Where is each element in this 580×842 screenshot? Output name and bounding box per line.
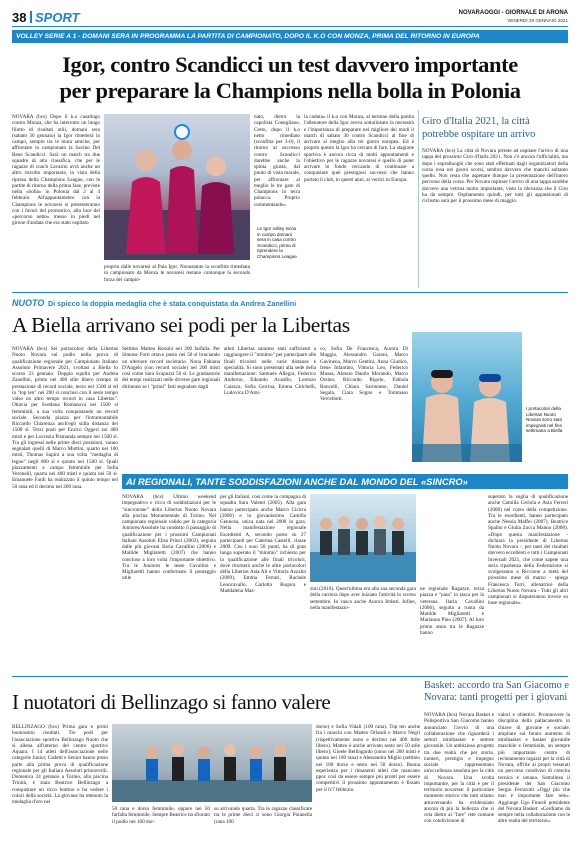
sincro-col-5: superato la soglia di qualificazione anche Camilla Ceriola e Asia Ferreri (2008) nel corso della competizione. Tra le esordienti, hanno partecipato anche Nessia Maffei (2007), Beatrice Spalini e Giulia Zucca Manno (2008). «Dopo questa manifestazione - dichiara la presidente di Libertas Nuoto Novara -, per tanti dei risultati davvero eccellenti e tutti i Campionati Invernali 2021, che come sapete una seria ripartenza della Federazione si svolgeranno a Riccione a metà del prossimo mese di marzo - spiega Francesca Torri, allenatrice della Libertas Nuoto Novara - Tutti gli altri campionati si disputeranno invece su base regionale». — [488, 494, 568, 607]
volley-headline — [12, 52, 568, 104]
nuoto-kicker-label: NUOTO — [12, 298, 45, 308]
nuoto-col-1: NOVARA (bcs) Sei portacolori della Libertas Nuoto Novara sul podio nella prova di qualificazione regionale per Campionato Italiano Assoluto Primavere 2021, svoltasi a Biella lo scorso 23 gennaio. Doppio squillo per Andrea Zanellini, primo nei 400 stile libero (tempo di prestazione di record sociale, terzo nei 1500 sl ed in "top ten" nei 200 sl conclusi con il sesto tempo valso un altro tempo record in casa Libertas". Ottavia per Svetlana Romanova nei 1500 sl femminili, a sua volta conquistando un record sociale. Seconda piazza per l'intramontabile Riccardo Chiarenza anch'egli sulla distanza dei 1500 sl. Terzi posti per Enrico Oggeri sui 400 misti e per Lucrezia Pismanda sempre nei 1500 sl. Tra gli ingressi nelle prime dieci posizioni, vanno segnalati quelli di Marco Muttini, quarto nei 100 misti, Thomas Sapini a sua volta "medaglia di legno" negli 800 sl e quinto nei 1500 sl. Quali piazzamenti a campo femminile per Sofia Veronelli, quarta nei 400 misti e quinta nei 50 sl. Emanuele Fardi ha realizzato il quinto tempo nei 50 rana ed il decimo nei 200 rana. — [12, 346, 118, 490]
nuoto-photo — [412, 332, 522, 462]
volley-headline-line-1: Igor, contro Scandicci un test davvero importante — [62, 52, 518, 77]
basket-headline: Basket: accordo tra San Giacomo e Novara: tanti progetti per i giovani — [424, 680, 569, 703]
nuoto-headline: A Biella arrivano sei podi per la Libertas — [12, 313, 350, 337]
nuoto-col-2: Settimo Matteo Rossini nei 200 farfalla. Per Simone Forti ottavo posto nei 50 sl bruciando un ulteriore record societario. Nona Fabiana D'Angelo (con record sociale) nei 200 misti così come Sara Scapuzzi 50 sl. Le graduatorie dei tempi realizzati nelle diverse gare regionali dirimono se i "primi" fatti segnalare dagli — [122, 346, 220, 390]
page-number: 38 — [12, 10, 27, 25]
volley-photo — [104, 114, 250, 260]
bellinzago-rule — [12, 676, 568, 677]
sincro-col-4-visible: ne regionale Ragazze, terza piazza e "pass" in tasca per la veterana Ilaria Cavallini (2006), seguita a ruota da Matilde Migliaretti e Marianna Pino (2007). Al loro primo anno tra le Ragazze hanno — [420, 586, 484, 636]
volley-headline-line-2: per preparare la Champions nella bolla in Polonia — [59, 78, 521, 103]
sincro-kicker: AI REGIONALI, TANTE SODDISFAZIONI ANCHE DAL MONDO DEL «SINCRO» — [122, 474, 568, 489]
bellinzago-col-1: BELLINZAGO (bcs) Prima gara e primi buonissimi risultati. Tre podi per l'associazione sportiva Bellinzago Nuoto che si allena all'interno del centro sportivo Aquara. I 14 atleti dell'associazione nelle categorie Junior, Cadetti e Senior hanno preso parte alla prima prova di qualificazione regionale per gli Italiani Assoluti primaverili. Domenica 24 gennaio a Torino, alla piscina Trinità, è stata Beatrice Bellinzago a conquistare un ricco bottino e ha vedere i colori della società. La giovane ha ottenuto la medaglia d'oro nei — [12, 724, 108, 805]
nuoto-col-4: co, Sofia De Francesca, Aurora Di Maggio, Alessandro Garoni, Marco Gavinena, Marco Gentini, Anna Giudice, Irene Infantino, Vittoria Leo, Federico Mussa, Alessio Danilo Morando, Marco Orsino, Riccardo Rigolo, Fabiola Roncelli, Chiara Saronnese, Daniel Segala, Ciara Sogno e Tommaso Vercellotti. — [320, 346, 408, 402]
volley-col-1: NOVARA (bcs) Dopo il k.o casalingo contro Monza, che ha interrotto un lungo filotto di risultati utili, domani sera (sabato 30 gennaio) la Igor rimetterà in campo, sempre tra le mura amiche, per affrontare in campionato la Savino Del Bene Scandicci. Sarà un match tra due squadre di alta classifica, che per le ragazze di coach Lavarini avrà anche un altro risvolto importante, in vista della ripresa della Champions League, con le partite di ritorno della prima fase, previste nella «bolla» in Polonia dal 2 al 4 febbraio. All'appuntamento con la Champions le novaresi si presenteranno con i favori del pronostico, alla luce del «percorso netto» messo in piedi nel girone d'andata che era stato ospitato — [12, 114, 100, 227]
synchro-team-photo — [310, 494, 416, 582]
volley-col-4: la caduta» il k.o con Monza, al termine della partita l'allenatore della Igor aveva sottolineato la necessità e l'importanza di preparare nel migliore dei modi il match di sabato 30 contro Scandicci al fine di arrivare al meglio alla tre giorni europea. Ed è proprio questo la Igor ha cercato di fare. La stagione sportiva è ancora ricca di molti appuntamenti e l'obiettivo per le ragazze novaresi è quello di poter arrivare in fondo cercando di continuare a conquistare quei prestigiosi successi che hanno portato il club, in questi anni, ai vertici in Europa. — [304, 114, 414, 183]
bellinzago-team-photo — [112, 724, 312, 802]
nuoto-photo-caption: I portacolori della Libertas Nuoto Novara sono stati impegnati nel fine settimana a Biella — [526, 406, 563, 434]
header-rule — [12, 26, 568, 27]
sincro-col-3: zini (2010). Quest'ultima era alla sua seconda gara della carriera dopo aver iniziato l'attività lo scorso settembre. In vasca anche Aurora Imbeti. Infine, nella manifestazio- — [310, 586, 416, 611]
volley-photo-caption: Le Igor volley torna in campo domani sera in casa contro Scandicci, prima di riprendere la Champions League — [257, 226, 297, 259]
section-name: SPORT — [35, 10, 80, 25]
nuoto-kicker-text: Di spicco la doppia medaglia che è stata conquistata da Andrea Zanellini — [48, 299, 297, 308]
publication-date: VENERDÌ 29 GENNAIO 2021 — [507, 18, 568, 23]
volley-players-photo — [104, 114, 250, 260]
bellinzago-photo — [112, 724, 312, 802]
volley-kicker: VOLLEY SERIE A 1 - DOMANI SERA IN PROGRAMMA LA PARTITA DI CAMPIONATO, DOPO IL K.O CON MONZA, PRIMA DEL RITORNO IN EUROPA — [12, 30, 568, 43]
sincro-photo — [310, 494, 416, 582]
swimmers-photo — [412, 332, 522, 462]
publication-name: NOVARAOGGI - GIORNALE DI ARONA — [458, 10, 568, 16]
volley-col-3b — [254, 264, 300, 286]
basket-col-2: valori e obiettivi. Promuovere la disciplina della pallacanestro in chiave di giovane e sociale, ampliare sul futuro aumento di minibasket e basket giovanile maschile e femminile, un sempre più importante centro di reclutamento ragazzi per la città di Novara, offrire ai propri tesserati un percorso condiviso di crescita tecnica e umana. Sottolinea il presidente del San Giacomo Sergio Ferrarotti «Oggi più che mai è importante fare rete». Aggiunge Ugo Fineoli presidente del Novara Basket: «Cerdiamo da sempre nella collaborazione con le altre realtà del territorio». — [498, 712, 570, 825]
giro-body: NOVARA (bcs) La città di Novara ptreste ad ospitare l'arrivo di una tappa del prossimo Giro d'Italia 2021. Non c'è ancora l'ufficialità, ma dopo i sopralluoghi che sono stati effettuati dagli organizzatori della corsa rosa nei giorni scorsi, sembra davvero che manchi soltanto quello. Non resta che aspettare dunque la presentazione dell'intero percorso della corsa. Per Novara ospitare l'arrivo di una tappa sarebbe davvero una vetrina molto importante, visto la rilevanza che il Giro ha da sempre. Ospitamento quindi, per tutti gli appassionati di ciclismo sarà per il prossimo mese di maggio. — [422, 148, 568, 204]
bellinzago-col-3: so arrivando quarta. Tra le ragazze classificate tra le prime dieci ci sono Giorgia Poianella (rana 100 — [214, 806, 312, 825]
giro-divider — [418, 110, 419, 288]
giro-headline: Giro d'Italia 2021, la città potrebbe ospitare un arrivo — [422, 116, 536, 140]
nuoto-col-3: atleti Libertas saranno stati sufficienti a raggiungere il "minimo" per partecipare alle finali tricolori nelle varie distanze e specialità. Si sono presentati alla sede della manifestazione: Samuele Allegra, Federico Andorno, Edoardo Acanfin, Lorenzo Caiazza, Sofia Cerrina, Emma Cirichelli, Ludovica D'Ami- — [224, 346, 316, 396]
volley-col-2: proprio dalle novaresi al Pala Igor. Nonostante la sconfitta rimediata in campionato da Monza le novaresi restano comunque la seconda forza del campio- — [104, 264, 250, 283]
bellinzago-col-4: dorso) e Sofia Vidali (100 rana). Top ten anche fra i maschi con Matteo Orlandi e Marco Negri (rispettivamente nono e decimo nei 400 Stile libero). Matteo è anche arrivato sesto nei 50 stile libero), Gioele Bellingardo (nono nei 200 misti e quinto nei 100 rana) e Alessandro Miglio (settimo nei 100 dorso e sesto nei 50 dorso). Buona esperienza per i rimanenti atleti che mancano ppoc così da essere sempre più pronti per essere competitivi il prossimo appuntamento è fissato per il 6/7 febbraio. — [316, 724, 420, 793]
nuoto-rule — [12, 292, 568, 293]
sincro-col-2: per gli Italiani, così come la compagna di squadra Sara Valenti (2005). Alla gara hanno partecipato anche Marco Cicirra (2006) e la giovanissima Camilla Gennosa, unica nata nel 2008 in gara. Nella manifestazione regionale Esordienti A, secondo posto su 37 partecipanti per Caterina Castelli, classe 2009. Ceo i suoi 58 punti, ha di gran lunga superato il "minimo" richiesto per la qualificazione alle finali tricolori, dove ritornerà anche le altre portacolori della Libertas Asia Ali e Vittoria Azzalin (2009), Emma Ferrari, Rachele Leoncavallo, Carlotta Rogora e Maddalena Maz- — [220, 494, 306, 594]
header-divider — [30, 11, 32, 23]
volley-col-3: nato, dietro la capolista Conegliano. Certo, dopo il k.o netto rimediato (sconfitta per 3-0), il ritorno al successo contro Scandicci darebbe anche la spinta giusta, dal punto di vista morale, per affrontare al meglio le tre gare di Champions in terra polacca. Proprio commentando» — [254, 114, 300, 208]
bellinzago-headline: I nuotatori di Bellinzago si fanno valere — [12, 690, 331, 714]
bellinzago-col-2: 50 rana e dorso femminile, oppure nei 50 farfalla femminile. Sempre Beatrice ha sfiorato il podio nei 100 dor- — [112, 806, 210, 825]
sincro-col-1: NOVARA (bcs) Ultimo weekend impegnativo e ricco di soddisfazioni per le "sincroniste" della Libertas Nuoto Novara alla piscina Monumentale di Torino. Nel campionato regionale valido per la categoria Juniores/Assolute ha condotto il passaggio di qualificazione per i prossimi Campionati Italiani Assoluti Elisa Princi (2002), seguita dalle più giovani Ilaria Cavallini (2006) e Matilde Migliaretti (2007) che hanno concluso a loro volta l'importante obiettivo. Tra le Juniores le tesse Cavallini e Migliaretti hanno confermato il punteggio utile — [122, 494, 216, 582]
basket-col-1: NOVARA (bcs) Novara Basket e Polisportiva San Giacomo hanno annunciato l'avvio di una collaborazione che riguarderà i settori minibasket e settore giovanile. Un ambizioso progetto tra due realtà che per storia, numeri, prestigio e impegno sociale rappresentano un'eccellenza assoluta per la città di Novara. Una svolta importantie, per la città e per il territorio novarese: il particolare momento storico che tutti stiamo attraversando ha evidenziato ancora di più la bellezza che si cela dietro al "fare" rete comune con condivisione di — [424, 712, 494, 825]
